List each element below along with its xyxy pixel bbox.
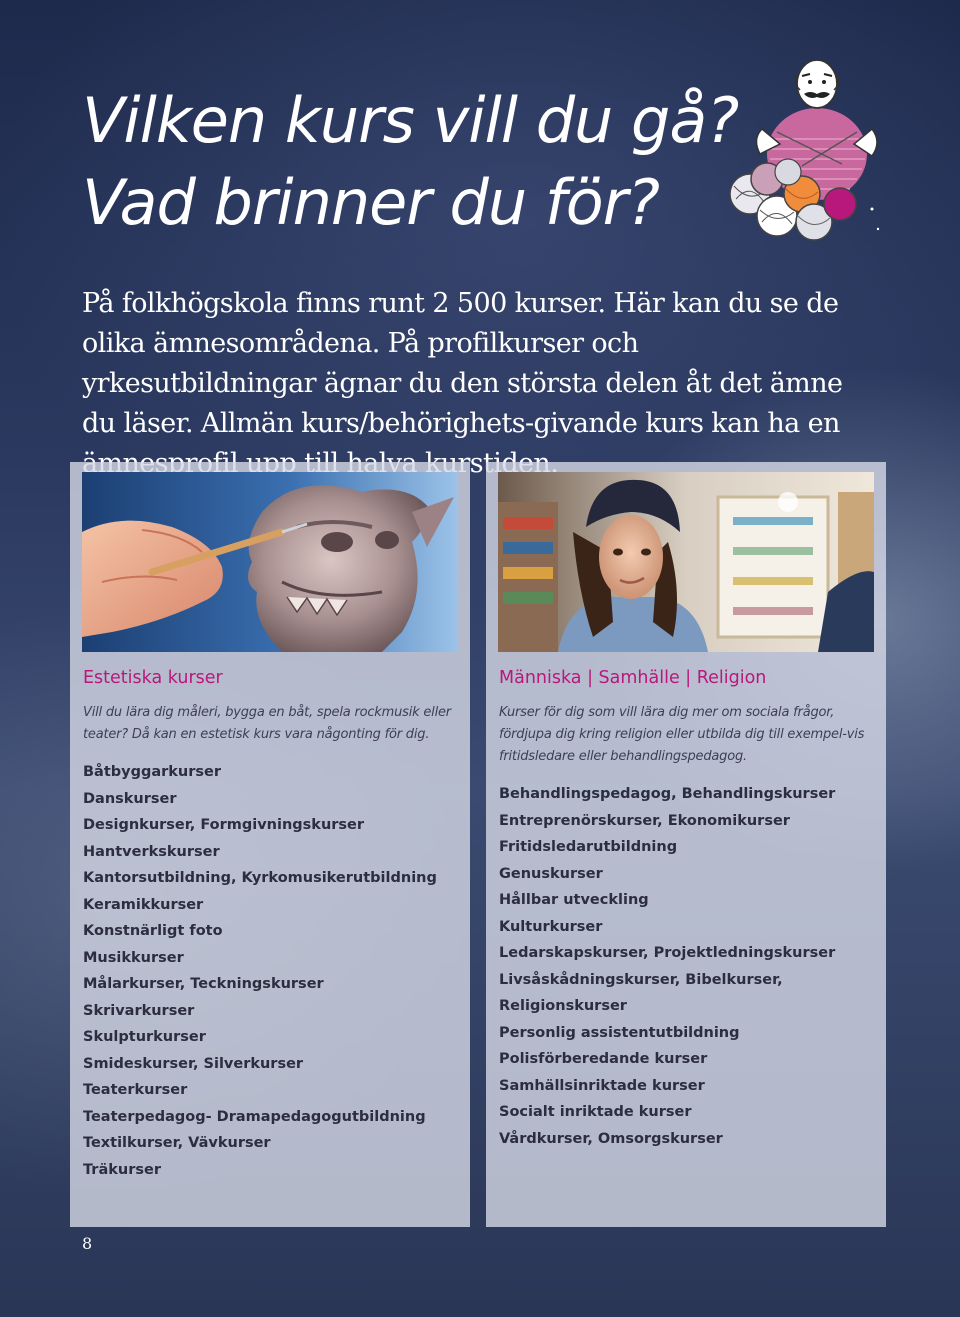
list-item: Kantorsutbildning, Kyrkomusikerutbildning (83, 870, 437, 886)
page-headline (82, 80, 738, 244)
list-item: Polisförberedande kurser (499, 1051, 708, 1067)
category-description: Vill du lära dig måleri, bygga en båt, spela rockmusik eller teater? Då kan en estetisk kurs vara någonting för dig. (83, 705, 451, 742)
list-item: Religionskurser (499, 998, 627, 1014)
page-number: 8 (82, 1234, 93, 1253)
sculpture-photo (82, 472, 458, 652)
list-item: Hantverkskurser (83, 843, 220, 860)
knitting-man-illustration (722, 44, 882, 244)
list-item: Ledarskapskurser, Projektledningskurser (499, 945, 836, 961)
category-description: Kurser för dig som vill lära dig mer om sociala frågor, fördjupa dig kring religion eller utbilda dig till exempel-vis fritidsledare eller behandlingspedagog. (499, 705, 865, 764)
student-photo-image (498, 472, 874, 652)
headline-line-1: Vilken kurs vill du gå? (82, 84, 739, 157)
course-list (83, 759, 437, 1183)
headline-line-2: Vad brinner du för? (82, 166, 660, 239)
course-list (499, 781, 835, 1152)
category-title: Människa | Samhälle | Religion (499, 668, 767, 688)
list-item: Livsåskådningskurser, Bibelkurser, (499, 971, 783, 988)
society-courses-panel (486, 462, 886, 1227)
list-item: Smideskurser, Silverkurser (83, 1055, 304, 1072)
list-item: Hållbar utveckling (499, 892, 649, 908)
list-item: Konstnärligt foto (83, 923, 223, 939)
list-item: Entreprenörskurser, Ekonomikurser (499, 812, 790, 829)
list-item: Kulturkurser (499, 918, 603, 935)
list-item: Personlig assistentutbildning (499, 1024, 740, 1041)
list-item: Träkurser (83, 1161, 161, 1178)
list-item: Skulpturkurser (83, 1029, 206, 1045)
aesthetic-courses-panel (70, 462, 470, 1227)
list-item: Teaterpedagog- Dramapedagogutbildning (83, 1108, 426, 1125)
list-item: Teaterkurser (83, 1082, 188, 1098)
category-title: Estetiska kurser (83, 668, 223, 688)
list-item: Behandlingspedagog, Behandlingskurser (499, 786, 836, 802)
list-item: Designkurser, Formgivningskurser (83, 817, 365, 833)
student-photo (498, 472, 874, 652)
list-item: Båtbyggarkurser (83, 764, 222, 780)
intro-paragraph: På folkhögskola finns runt 2 500 kurser. Här kan du se de olika ämnesområdena. På profilkurser och yrkesutbildningar ägnar du den största delen åt det ämne du läser. Allmän kurs/behörighets-givande kurs kan ha en (82, 288, 843, 439)
list-item: Vårdkurser, Omsorgskurser (499, 1130, 723, 1147)
list-item: Genuskurser (499, 865, 603, 882)
list-item: Fritidsledarutbildning (499, 839, 678, 855)
list-item: Målarkurser, Teckningskurser (83, 976, 324, 992)
sculpture-photo-image (82, 472, 458, 652)
list-item: Skrivarkurser (83, 1002, 195, 1019)
list-item: Socialt inriktade kurser (499, 1104, 692, 1120)
list-item: Keramikkurser (83, 896, 204, 913)
list-item: Textilkurser, Vävkurser (83, 1135, 271, 1151)
list-item: Musikkurser (83, 949, 184, 966)
list-item: Danskurser (83, 790, 177, 807)
list-item: Samhällsinriktade kurser (499, 1077, 705, 1094)
